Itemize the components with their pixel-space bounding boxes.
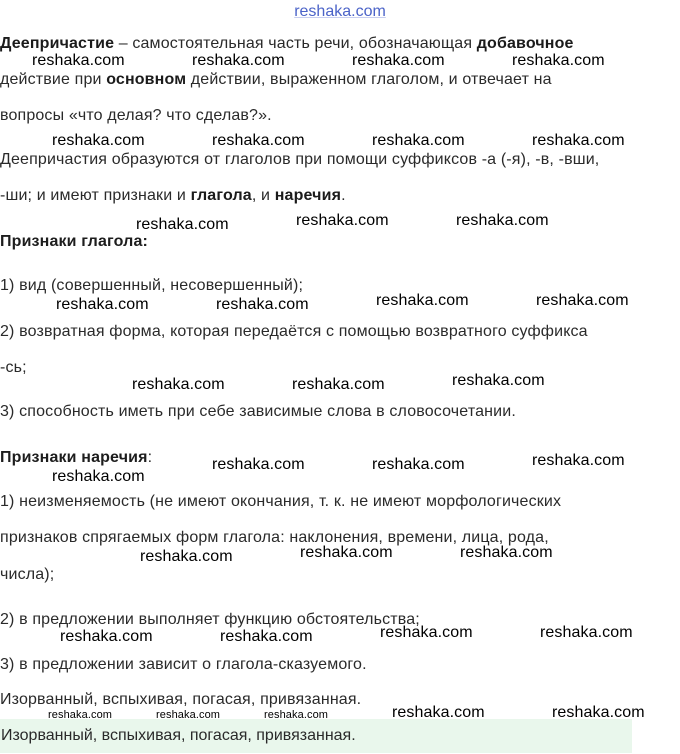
watermark: reshaka.com xyxy=(48,709,113,721)
watermark: reshaka.com xyxy=(540,624,633,641)
watermark: reshaka.com xyxy=(296,212,389,229)
definition-line-3: вопросы «что делая? что сделав?». xyxy=(0,107,272,124)
adverb-signs-heading-colon: : xyxy=(147,449,153,466)
watermark: reshaka.com xyxy=(60,628,153,645)
definition-line-5 xyxy=(0,186,346,206)
watermark: reshaka.com xyxy=(32,52,125,69)
watermark: reshaka.com xyxy=(56,296,149,313)
watermark: reshaka.com xyxy=(192,52,285,69)
adverb-sign-item-2: 2) в предложении выполняет функцию обстоятельства; xyxy=(0,611,420,628)
bold-osnovnom: основном xyxy=(106,71,187,88)
adverb-sign-item-1-end: числа); xyxy=(0,566,55,583)
watermark: reshaka.com xyxy=(376,292,469,309)
bold-narechiya: наречия xyxy=(274,187,342,204)
definition-line-4: Деепричастия образуются от глаголов при помощи суффиксов -а (-я), -в, -вши, xyxy=(0,151,600,168)
watermark: reshaka.com xyxy=(52,468,145,485)
watermark: reshaka.com xyxy=(372,132,465,149)
watermark: reshaka.com xyxy=(264,709,329,721)
adverb-sign-item-1: 1) неизменяемость (не имеют окончания, т. к. не имеют морфологических xyxy=(0,493,562,510)
definition-text: -ши; и имеют признаки и xyxy=(0,187,191,204)
definition-line-2 xyxy=(0,70,552,90)
watermark: reshaka.com xyxy=(536,292,629,309)
verb-sign-item-3: 3) способность иметь при себе зависимые слова в словосочетании. xyxy=(0,403,516,420)
definition-line-1 xyxy=(0,34,574,54)
term-deeprichastie: Деепричастие xyxy=(0,35,115,52)
definition-text: . xyxy=(341,187,346,204)
verb-sign-item-2: 2) возвратная форма, которая передаётся с помощью возвратного суффикса xyxy=(0,323,588,340)
site-header-link[interactable]: reshaka.com xyxy=(294,3,386,20)
adverb-sign-item-3: 3) в предложении зависит о глагола-сказуемого. xyxy=(0,656,367,673)
definition-text: действие при xyxy=(0,71,107,88)
definition-text: – самостоятельная часть речи, обозначающая xyxy=(114,35,477,52)
watermark: reshaka.com xyxy=(52,132,145,149)
watermark: reshaka.com xyxy=(352,52,445,69)
bold-glagola: глагола xyxy=(190,187,252,204)
watermark: reshaka.com xyxy=(552,704,645,721)
watermark: reshaka.com xyxy=(156,709,221,721)
watermark: reshaka.com xyxy=(220,628,313,645)
example-words: Изорванный, вспыхивая, погасая, привязанная. xyxy=(0,691,362,708)
watermark: reshaka.com xyxy=(216,296,309,313)
watermark: reshaka.com xyxy=(532,132,625,149)
verb-sign-item-2-cont: -сь; xyxy=(0,359,27,376)
verb-signs-heading: Признаки глагола: xyxy=(0,233,149,250)
watermark: reshaka.com xyxy=(392,704,485,721)
watermark: reshaka.com xyxy=(532,452,625,469)
watermark: reshaka.com xyxy=(136,216,229,233)
watermark: reshaka.com xyxy=(292,376,385,393)
watermark: reshaka.com xyxy=(512,52,605,69)
verb-sign-item-1: 1) вид (совершенный, несовершенный); xyxy=(0,277,304,294)
watermark: reshaka.com xyxy=(372,456,465,473)
watermark: reshaka.com xyxy=(132,376,225,393)
answer-text: Изорванный, вспыхивая, погасая, привязанная. xyxy=(1,727,356,744)
watermark: reshaka.com xyxy=(380,624,473,641)
watermark: reshaka.com xyxy=(140,548,233,565)
definition-text: , и xyxy=(251,187,275,204)
watermark: reshaka.com xyxy=(300,544,393,561)
adverb-signs-heading: Признаки наречия xyxy=(0,449,148,466)
watermark: reshaka.com xyxy=(212,456,305,473)
watermark: reshaka.com xyxy=(456,212,549,229)
watermark: reshaka.com xyxy=(452,372,545,389)
watermark: reshaka.com xyxy=(460,544,553,561)
bold-dobavochnoe: добавочное xyxy=(476,35,574,52)
adverb-sign-item-1-cont: признаков спрягаемых форм глагола: наклонения, времени, лица, рода, xyxy=(0,529,549,546)
adverb-signs-heading-line xyxy=(0,448,152,468)
answer-block xyxy=(0,719,632,753)
definition-text: действии, выраженном глаголом, и отвечает на xyxy=(186,71,552,88)
watermark: reshaka.com xyxy=(212,132,305,149)
